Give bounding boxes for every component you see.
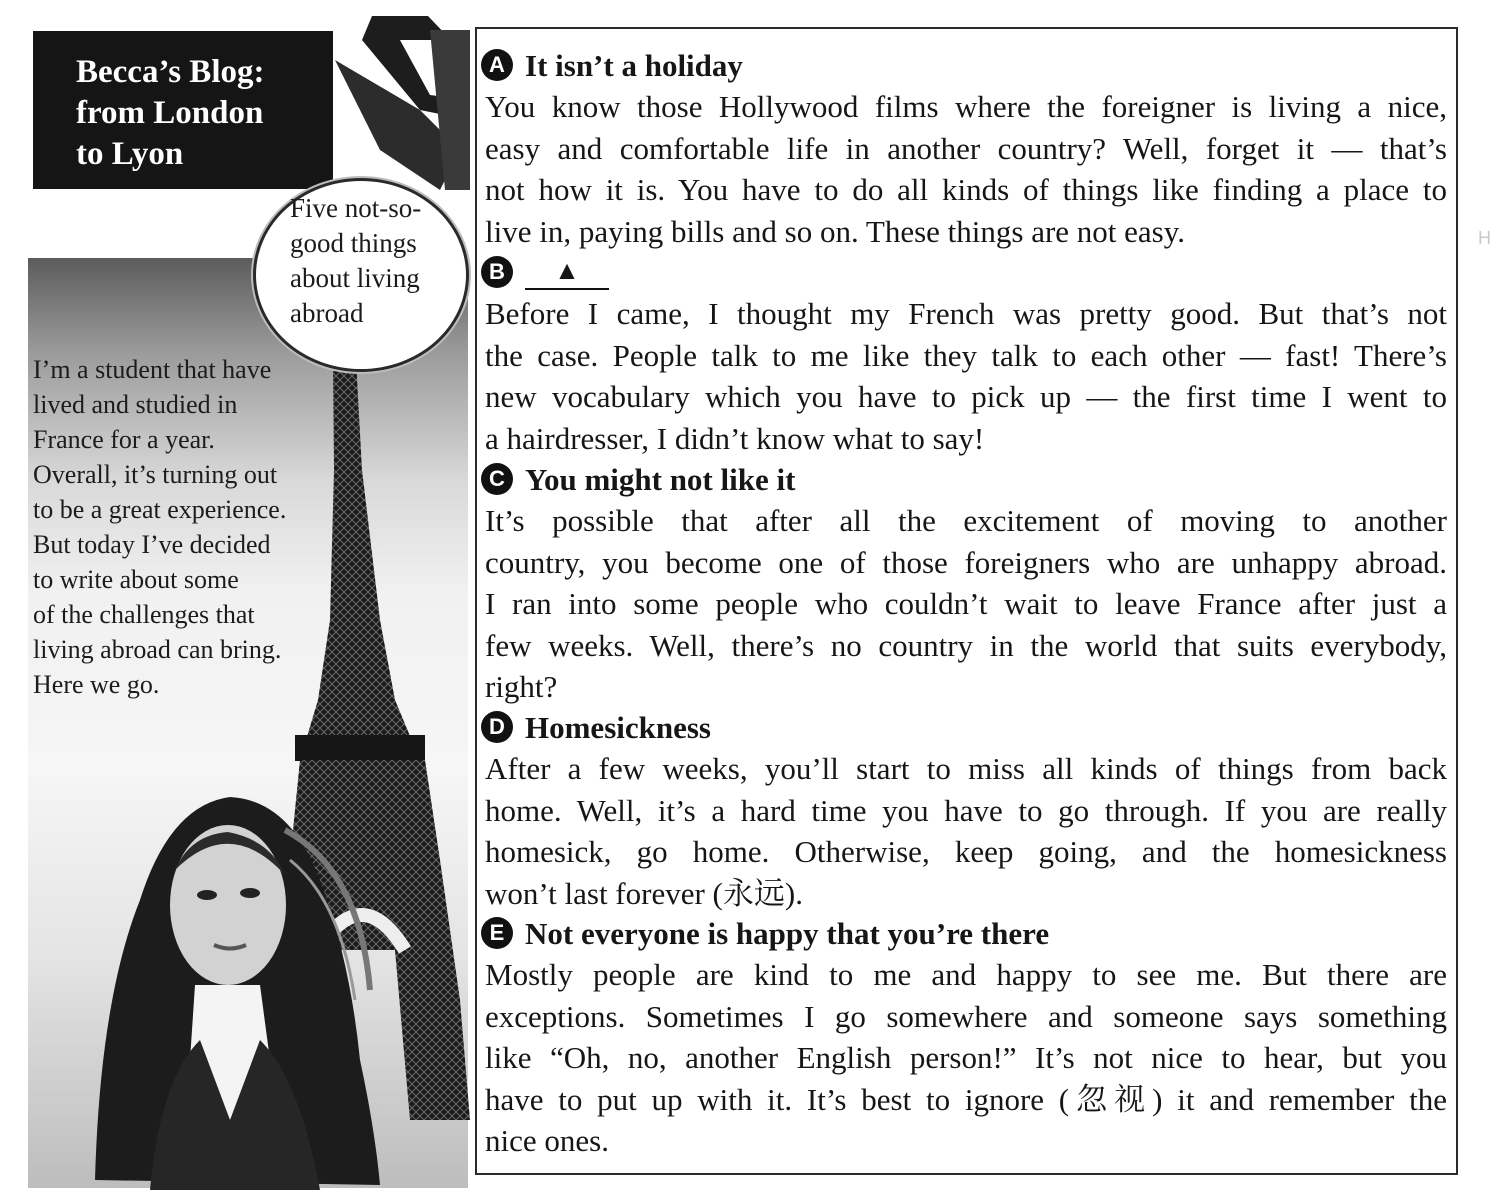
- body-line: After a few weeks, you’ll start to miss all kinds of things from back: [485, 751, 1447, 786]
- section-a-body: [485, 86, 1447, 252]
- intro-line: I’m a student that have: [33, 355, 272, 384]
- intro-line: France for a year.: [33, 425, 215, 454]
- body-line: Mostly people are kind to me and happy to see me. But there are: [485, 957, 1447, 992]
- body-line: You know those Hollywood films where the foreigner is living a nice,: [485, 89, 1447, 124]
- margin-mark: H: [1478, 228, 1491, 248]
- section-e-heading: [481, 914, 1049, 954]
- section-letter-badge: D: [481, 711, 513, 743]
- section-b-heading: [481, 253, 609, 293]
- blog-title: [76, 52, 264, 175]
- body-line: a hairdresser, I didn’t know what to say!: [485, 420, 985, 456]
- body-line: new vocabulary which you have to pick up — the first time I went to: [485, 379, 1447, 414]
- section-heading-text: It isn’t a holiday: [525, 48, 743, 83]
- section-letter-badge: A: [481, 49, 513, 81]
- section-b-body: [485, 293, 1447, 459]
- body-line: have to put up with it. It’s best to ignore (忽视) it and remember the: [485, 1081, 1447, 1117]
- body-line: few weeks. Well, there’s no country in the world that suits everybody,: [485, 627, 1447, 663]
- section-e-body: [485, 954, 1447, 1162]
- body-line: homesick, go home. Otherwise, keep going, and the homesickness: [485, 834, 1447, 869]
- body-line: right?: [485, 669, 558, 704]
- section-d-body: [485, 748, 1447, 914]
- section-heading-text: Not everyone is happy that you’re there: [525, 916, 1050, 951]
- body-line: country, you become one of those foreigners who are unhappy abroad.: [485, 544, 1447, 580]
- section-heading-text: Homesickness: [525, 710, 711, 745]
- section-letter-badge: E: [481, 917, 513, 949]
- intro-line: of the challenges that: [33, 600, 255, 629]
- body-line: won’t last forever (永远).: [485, 875, 803, 911]
- intro-line: living abroad can bring.: [33, 635, 282, 664]
- intro-paragraph: [33, 352, 323, 702]
- body-line: exceptions. Sometimes I go somewhere and someone says something: [485, 998, 1447, 1034]
- section-a-heading: [481, 46, 743, 86]
- callout-line: abroad: [290, 298, 364, 328]
- intro-line: lived and studied in: [33, 390, 238, 419]
- body-line: live in, paying bills and so on. These things are not easy.: [485, 213, 1185, 249]
- intro-line: But today I’ve decided: [33, 530, 271, 559]
- section-c-heading: [481, 460, 795, 500]
- callout-line: Five not-so-: [290, 193, 422, 223]
- body-line: It’s possible that after all the excitement of moving to another: [485, 503, 1447, 538]
- body-line: I ran into some people who couldn’t wait to leave France after just a: [485, 586, 1447, 621]
- answer-blank: ▲: [525, 254, 609, 290]
- body-line: nice ones.: [485, 1123, 609, 1158]
- blog-title-line: from London: [76, 95, 264, 131]
- section-heading-text: You might not like it: [525, 462, 796, 497]
- section-letter-badge: B: [481, 256, 513, 288]
- callout-line: about living: [290, 263, 420, 293]
- callout-line: good things: [290, 228, 417, 258]
- section-d-heading: [481, 708, 711, 748]
- body-line: the case. People talk to me like they talk to each other — fast! There’s: [485, 337, 1447, 373]
- intro-line: to be a great experience.: [33, 495, 287, 524]
- blog-title-line: Becca’s Blog:: [76, 54, 265, 90]
- section-letter-badge: C: [481, 463, 513, 495]
- blog-title-line: to Lyon: [76, 136, 184, 172]
- body-line: easy and comfortable life in another country? Well, forget it — that’s: [485, 130, 1447, 166]
- body-line: like “Oh, no, another English person!” It’s not nice to hear, but you: [485, 1040, 1447, 1075]
- intro-line: to write about some: [33, 565, 239, 594]
- intro-line: Overall, it’s turning out: [33, 460, 278, 489]
- section-c-body: [485, 500, 1447, 708]
- body-line: not how it is. You have to do all kinds of things like finding a place to: [485, 172, 1447, 207]
- callout-text: [290, 191, 421, 331]
- blog-sidebar: [0, 0, 470, 1197]
- body-line: Before I came, I thought my French was pretty good. But that’s not: [485, 296, 1447, 331]
- body-line: home. Well, it’s a hard time you have to go through. If you are really: [485, 792, 1447, 828]
- intro-line: Here we go.: [33, 670, 160, 699]
